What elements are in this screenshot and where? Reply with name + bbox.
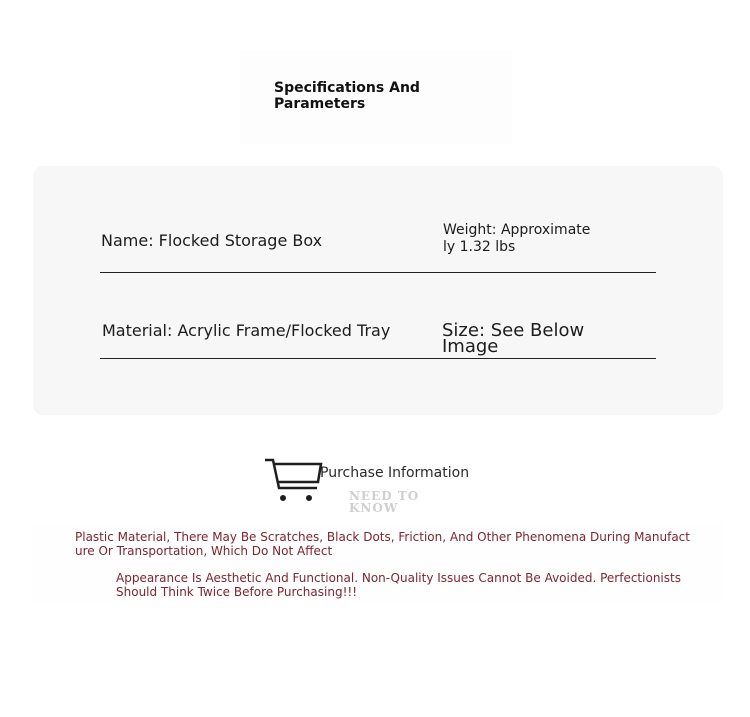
spec-panel — [33, 166, 723, 415]
spec-size: Size: See Below Image — [442, 320, 585, 357]
spec-row-divider — [100, 272, 656, 273]
spec-material: Material: Acrylic Frame/Flocked Tray — [102, 321, 391, 340]
title-band — [240, 50, 512, 144]
faded-caption: NEED TO KNOW — [349, 489, 420, 515]
shopping-cart-icon — [263, 454, 323, 504]
spec-weight: Weight: Approximately 1.32 lbs — [443, 222, 591, 255]
notice-line-2: Appearance Is Aesthetic And Functional. Non-Quality Issues Cannot Be Avoided. Perfectionists Should Think Twice Before Purchasing!!! — [116, 571, 681, 599]
purchase-info-label: Purchase Information — [320, 465, 470, 481]
page-title: Specifications And Parameters — [274, 80, 420, 112]
spec-row-divider — [100, 358, 656, 359]
notice-band — [33, 522, 723, 602]
purchase-info-header — [263, 454, 471, 515]
spec-name: Name: Flocked Storage Box — [101, 231, 323, 250]
notice-line-1: Plastic Material, There May Be Scratches, Black Dots, Friction, And Other Phenomena During Manufacture Or Transportation, Which Do Not Affect — [75, 530, 690, 558]
